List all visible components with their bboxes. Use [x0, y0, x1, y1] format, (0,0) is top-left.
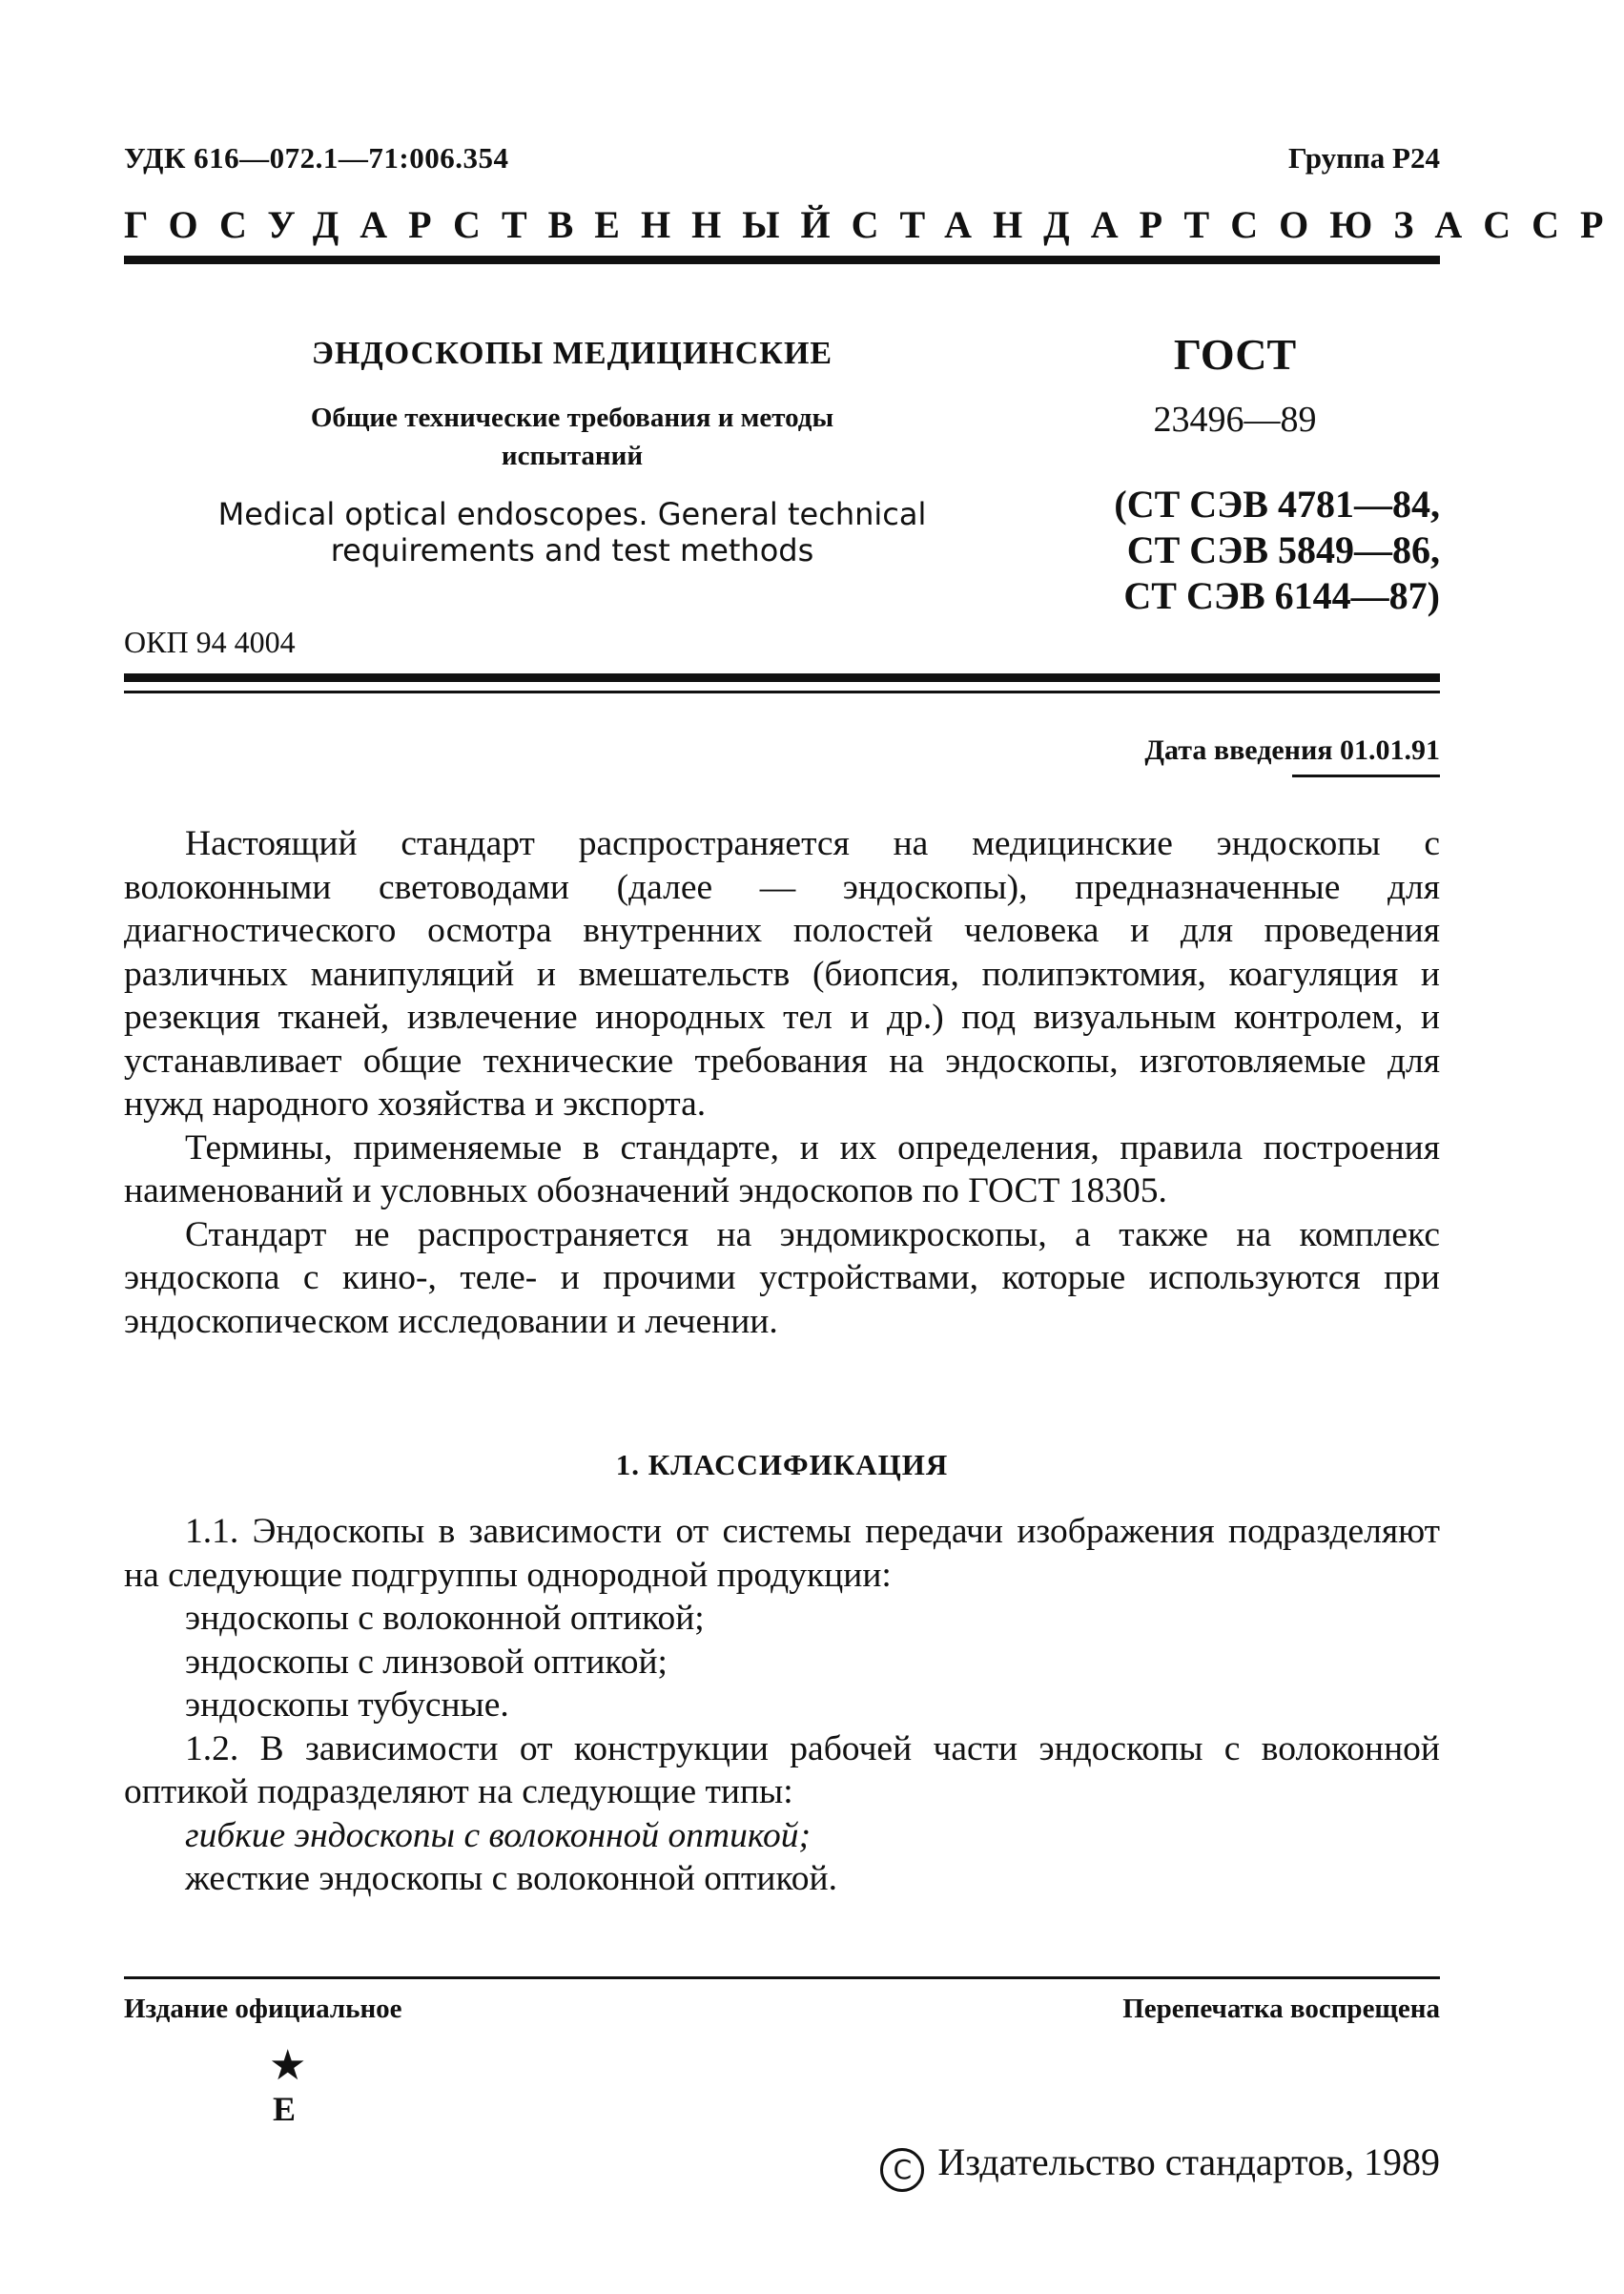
intro-paragraph: Настоящий стандарт распространяется на медицинские эндоскопы с волоконными световодами (далее — эндоскопы), предназначенные для диагностического осмотра внутренних полостей человека и для проведения различных манипуляций и вмешательств (биопсия, полипэктомия, коагуляция и резекция тканей, извлечение инородных тел и др.) под визуальным контролем, и устанавливает общие технические требования на эндоскопы, изготовляемые для нужд народного хозяйства и экспорта. [124, 824, 1440, 1124]
list-item: жесткие эндоскопы с волоконной оптикой. [185, 1859, 837, 1898]
sev-line: СТ СЭВ 5849—86, [1126, 528, 1440, 571]
copyright-line [880, 2139, 1440, 2192]
intro-paragraph: Термины, применяемые в стандарте, и их определения, правила построения наименований и условных обозначений эндоскопов по ГОСТ 18305. [124, 1127, 1440, 1210]
title-rule-thin [124, 691, 1440, 693]
state-standard-banner [124, 202, 1624, 247]
header-rule [124, 256, 1440, 264]
effective-date-value: 01.01.91 [1340, 734, 1440, 766]
list-item: эндоскопы с линзовой оптикой; [185, 1642, 668, 1682]
banner-word: СОЮЗА [1230, 203, 1484, 246]
okp-code: ОКП 94 4004 [124, 625, 296, 659]
banner-word: ССР [1483, 203, 1624, 246]
subtitle-line: Общие технические требования и методы [310, 403, 834, 433]
copyright-icon: C [880, 2148, 924, 2192]
list-item: эндоскопы с волоконной оптикой; [185, 1599, 705, 1638]
english-title [191, 496, 954, 568]
intro-paragraph: Стандарт не распространяется на эндомикроскопы, а также на комплекс эндоскопа с кино-, теле- и прочими устройствами, которые используются при эндоскопическом исследовании и лечении. [124, 1214, 1440, 1341]
effective-date [1144, 734, 1440, 767]
sev-line: СТ СЭВ 6144—87) [1123, 574, 1440, 617]
english-title-line: requirements and test methods [330, 532, 814, 568]
document-subtitle [191, 399, 954, 475]
reprint-notice: Перепечатка воспрещена [1122, 1994, 1440, 2024]
footer-rule [124, 1976, 1440, 1979]
sev-references [1035, 482, 1440, 619]
banner-word: СТАНДАРТ [851, 203, 1231, 246]
banner-word: ГОСУДАРСТВЕННЫЙ [124, 203, 852, 246]
clause-1-1: 1.1. Эндоскопы в зависимости от системы передачи изображения подразделяют на следующие подгруппы однородной продукции: [124, 1512, 1440, 1595]
gost-label: ГОСТ [1173, 330, 1297, 379]
udk-code: УДК 616—072.1—71:006.354 [124, 141, 509, 175]
group-code: Группа Р24 [1287, 141, 1440, 175]
copyright-text: Издательство стандартов, 1989 [937, 2140, 1440, 2183]
title-rule [124, 673, 1440, 682]
list-item: гибкие эндоскопы с волоконной оптикой; [185, 1815, 811, 1855]
official-edition: Издание официальное [124, 1994, 402, 2024]
gost-number: 23496—89 [1153, 400, 1317, 440]
intro-text [124, 822, 1440, 1343]
document-title: ЭНДОСКОПЫ МЕДИЦИНСКИЕ [311, 336, 833, 371]
english-title-line: Medical optical endoscopes. General technical [217, 496, 927, 532]
effective-date-label: Дата введения [1144, 734, 1333, 766]
clause-1-2: 1.2. В зависимости от конструкции рабочей части эндоскопы с волоконной оптикой подразделяют на следующие типы: [124, 1728, 1440, 1811]
date-underline [1292, 775, 1440, 777]
section-body [124, 1510, 1440, 1901]
section-title: 1. КЛАССИФИКАЦИЯ [615, 1448, 949, 1481]
sev-line: (СТ СЭВ 4781—84, [1114, 483, 1440, 526]
edition-letter: Е [273, 2090, 297, 2128]
star-icon: ★ [269, 2042, 307, 2089]
list-item: эндоскопы тубусные. [185, 1685, 509, 1725]
subtitle-line: испытаний [501, 441, 644, 471]
